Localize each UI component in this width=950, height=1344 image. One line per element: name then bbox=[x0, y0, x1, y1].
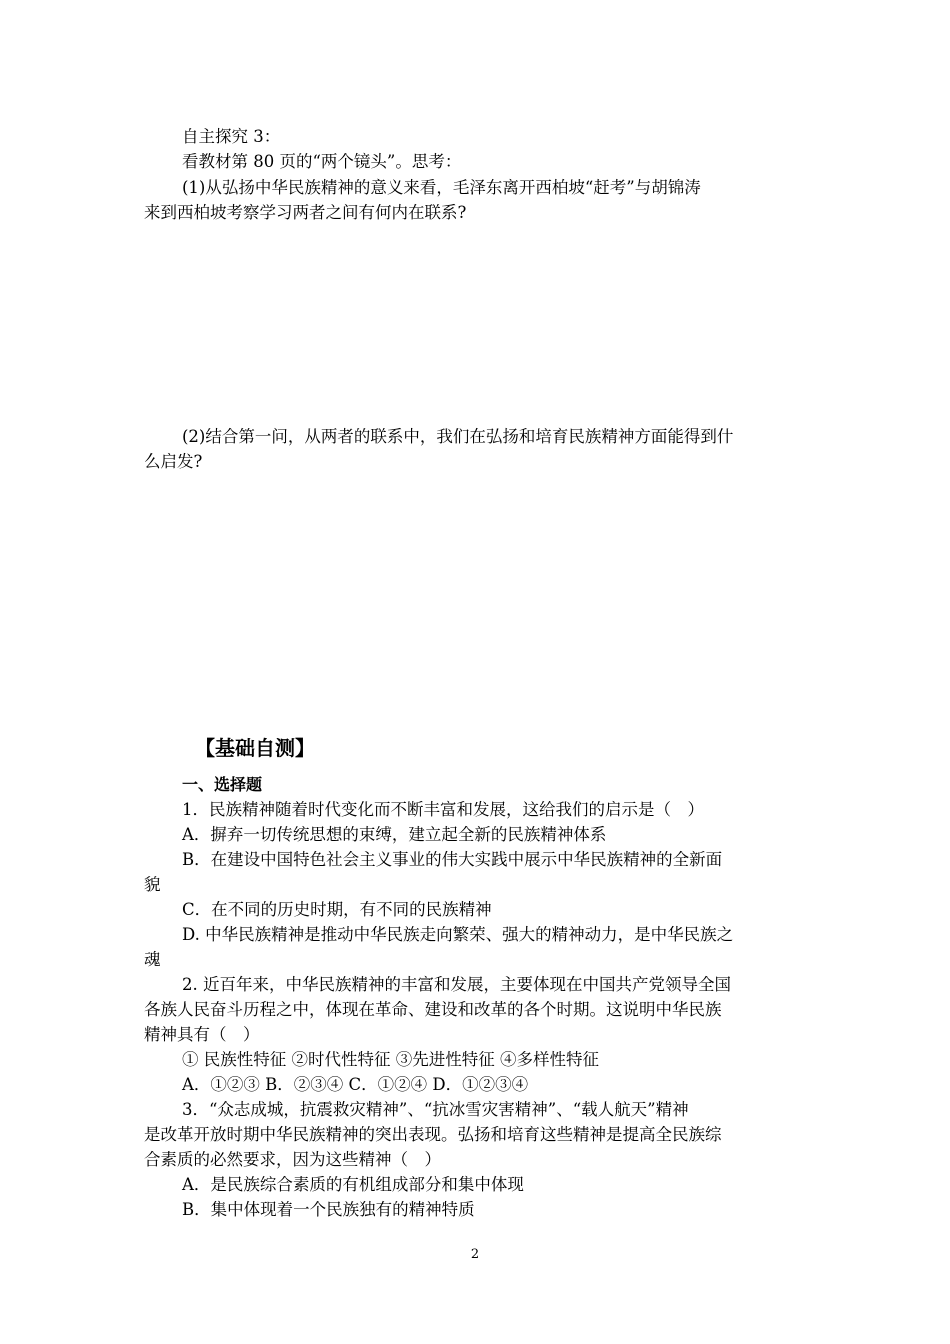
mcq-1-option-b-line-1: B．在建设中国特色社会主义事业的伟大实践中展示中华民族精神的全新面 bbox=[182, 850, 723, 869]
mcq-1-option-d-line-1: D. 中华民族精神是推动中华民族走向繁荣、强大的精神动力，是中华民族之 bbox=[182, 925, 734, 944]
mcq-1-option-b-line-2: 貌 bbox=[144, 875, 161, 894]
mcq-2-options: A．①②③ B．②③④ C．①②④ D．①②③④ bbox=[182, 1075, 529, 1094]
question-2-line-2: 么启发? bbox=[144, 452, 203, 471]
section-subheading: 一、选择题 bbox=[182, 775, 263, 794]
mcq-3-option-a: A．是民族综合素质的有机组成部分和集中体现 bbox=[182, 1175, 524, 1194]
section-heading: 【基础自测】 bbox=[195, 736, 315, 760]
mcq-3-stem-line-2: 是改革开放时期中华民族精神的突出表现。弘扬和培育这些精神是提高全民族综 bbox=[144, 1125, 722, 1144]
question-1-line-1: (1)从弘扬中华民族精神的意义来看，毛泽东离开西柏坡“赶考”与胡锦涛 bbox=[182, 178, 701, 197]
mcq-3-stem-line-3: 合素质的必然要求，因为这些精神（ ） bbox=[144, 1150, 441, 1169]
question-1-line-2: 来到西柏坡考察学习两者之间有何内在联系? bbox=[144, 203, 467, 222]
page-number: 2 bbox=[470, 1247, 480, 1262]
mcq-3-stem-line-1: 3．“众志成城，抗震救灾精神”、“抗冰雪灾害精神”、“载人航天”精神 bbox=[182, 1100, 689, 1119]
mcq-1-option-c: C．在不同的历史时期，有不同的民族精神 bbox=[182, 900, 492, 919]
mcq-2-stem-line-1: 2. 近百年来，中华民族精神的丰富和发展，主要体现在中国共产党领导全国 bbox=[182, 975, 731, 994]
explore-title: 自主探究 3： bbox=[182, 127, 281, 146]
mcq-1-stem: 1．民族精神随着时代变化而不断丰富和发展，这给我们的启示是（ ） bbox=[182, 800, 704, 819]
mcq-1-option-a: A．摒弃一切传统思想的束缚，建立起全新的民族精神体系 bbox=[182, 825, 607, 844]
mcq-2-stem-line-2: 各族人民奋斗历程之中，体现在革命、建设和改革的各个时期。这说明中华民族 bbox=[144, 1000, 722, 1019]
question-2-line-1: (2)结合第一问，从两者的联系中，我们在弘扬和培育民族精神方面能得到什 bbox=[182, 427, 734, 446]
mcq-1-option-d-line-2: 魂 bbox=[144, 950, 161, 969]
explore-intro: 看教材第 80 页的“两个镜头”。思考： bbox=[182, 152, 462, 171]
mcq-3-option-b: B．集中体现着一个民族独有的精神特质 bbox=[182, 1200, 475, 1219]
mcq-2-stem-line-3: 精神具有（ ） bbox=[144, 1025, 260, 1044]
mcq-2-items: ① 民族性特征 ②时代性特征 ③先进性特征 ④多样性特征 bbox=[182, 1050, 599, 1069]
